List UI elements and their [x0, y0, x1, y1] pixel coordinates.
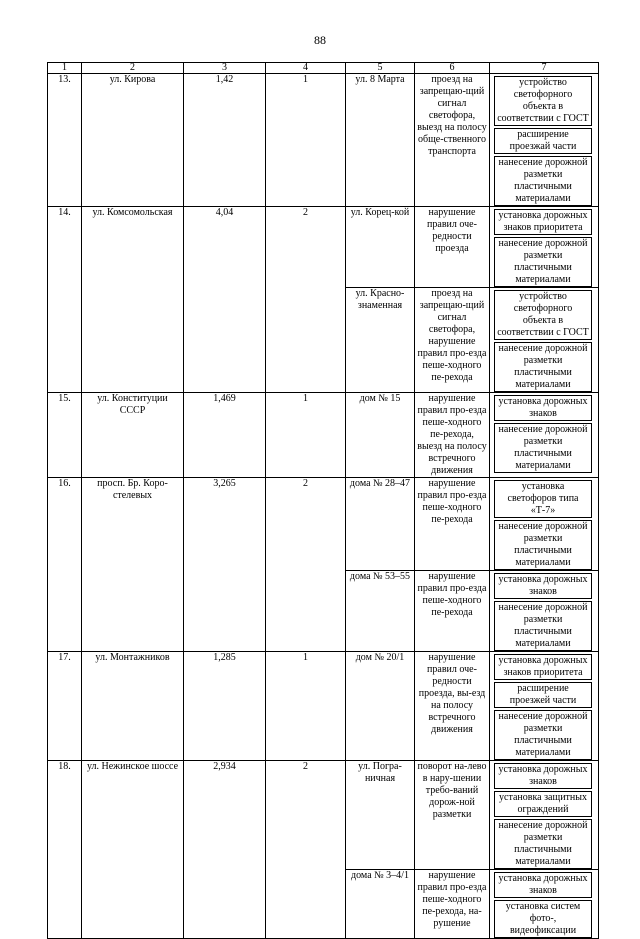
measure-item: нанесение дорожной разметки пластичными материалами [494, 819, 592, 869]
row-number: 14. [48, 207, 82, 393]
measures-cell [490, 393, 599, 478]
table-row [48, 761, 599, 870]
violation-reason: нарушение правил оче-редности проезда [415, 207, 490, 288]
accident-spot-count: 2 [266, 478, 346, 652]
accident-spot-count: 2 [266, 207, 346, 393]
measure-item: установка защитных ограждений [494, 791, 592, 817]
measures-cell [490, 74, 599, 207]
accident-spot-count: 1 [266, 74, 346, 207]
table-row [48, 74, 599, 207]
street-length: 3,265 [184, 478, 266, 652]
page-number: 88 [314, 33, 326, 47]
column-header: 2 [82, 63, 184, 74]
street-name: ул. Монтажников [82, 652, 184, 761]
violation-reason: нарушение правил про-езда пеше-ходного пе-рехода, выезд на полосу встречного движения [415, 393, 490, 478]
street-name: ул. Конституции СССР [82, 393, 184, 478]
header-row [48, 63, 599, 74]
spot-location: дома № 53–55 [346, 571, 415, 652]
violation-reason: проезд на запрещаю-щий сигнал светофора, выезд на полосу обще-ственного транспорта [415, 74, 490, 207]
measure-item: установка дорожных знаков [494, 872, 592, 898]
measure-item: расширение проезжай части [494, 128, 592, 154]
column-header: 6 [415, 63, 490, 74]
spot-location: ул. Красно-знаменная [346, 288, 415, 393]
violation-reason: поворот на-лево в нару-шении требо-ваний дорож-ной разметки [415, 761, 490, 870]
spot-location: дома № 3–4/1 [346, 870, 415, 939]
measure-item: установка систем фото-, видеофиксации [494, 900, 592, 938]
violation-reason: нарушение правил про-езда пеше-ходного пе-рехода [415, 571, 490, 652]
spot-location: ул. Корец-кой [346, 207, 415, 288]
measure-item: нанесение дорожной разметки пластичными материалами [494, 601, 592, 651]
measures-cell [490, 478, 599, 571]
measures-cell [490, 207, 599, 288]
measure-item: устройство светофорного объекта в соответствии с ГОСТ [494, 290, 592, 340]
measure-item: установка дорожных знаков [494, 573, 592, 599]
measure-item: установка дорожных знаков приоритета [494, 654, 592, 680]
street-name: просп. Бр. Коро-стелевых [82, 478, 184, 652]
table-row [48, 393, 599, 478]
street-length: 1,42 [184, 74, 266, 207]
column-header: 7 [490, 63, 599, 74]
accident-spot-count: 1 [266, 652, 346, 761]
measures-cell [490, 571, 599, 652]
violation-reason: проезд на запрещаю-щий сигнал светофора, нарушение правил про-езда пеше-ходного пе-рехода [415, 288, 490, 393]
street-length: 1,285 [184, 652, 266, 761]
measure-item: установка дорожных знаков [494, 395, 592, 421]
column-header: 1 [48, 63, 82, 74]
measure-item: нанесение дорожной разметки пластичными материалами [494, 520, 592, 570]
measure-item: установка светофоров типа «Т-7» [494, 480, 592, 518]
spot-location: ул. 8 Марта [346, 74, 415, 207]
measure-item: установка дорожных знаков приоритета [494, 209, 592, 235]
violation-reason: нарушение правил оче-редности проезда, вы-езд на полосу встречного движения [415, 652, 490, 761]
street-name: ул. Комсомольская [82, 207, 184, 393]
column-header: 3 [184, 63, 266, 74]
measure-item: нанесение дорожной разметки пластичными материалами [494, 237, 592, 287]
road-measures-table [47, 62, 599, 939]
measure-item: нанесение дорожной разметки пластичными материалами [494, 342, 592, 392]
violation-reason: нарушение правил про-езда пеше-ходного пе-рехода, на-рушение [415, 870, 490, 939]
violation-reason: нарушение правил про-езда пеше-ходного пе-рехода [415, 478, 490, 571]
row-number: 16. [48, 478, 82, 652]
table-row [48, 652, 599, 761]
measure-item: нанесение дорожной разметки пластичными материалами [494, 156, 592, 206]
measures-cell [490, 652, 599, 761]
street-length: 2,934 [184, 761, 266, 939]
measures-cell [490, 870, 599, 939]
row-number: 17. [48, 652, 82, 761]
spot-location: дом № 15 [346, 393, 415, 478]
measures-cell [490, 761, 599, 870]
accident-spot-count: 1 [266, 393, 346, 478]
measure-item: устройство светофорного объекта в соответствии с ГОСТ [494, 76, 592, 126]
measure-item: расширение проезжей части [494, 682, 592, 708]
row-number: 15. [48, 393, 82, 478]
street-name: ул. Нежинское шоссе [82, 761, 184, 939]
column-header: 5 [346, 63, 415, 74]
row-number: 13. [48, 74, 82, 207]
row-number: 18. [48, 761, 82, 939]
street-length: 1,469 [184, 393, 266, 478]
measure-item: установка дорожных знаков [494, 763, 592, 789]
table-row [48, 207, 599, 288]
street-name: ул. Кирова [82, 74, 184, 207]
measure-item: нанесение дорожной разметки пластичными материалами [494, 710, 592, 760]
measures-cell [490, 288, 599, 393]
table-row [48, 478, 599, 571]
spot-location: дом № 20/1 [346, 652, 415, 761]
accident-spot-count: 2 [266, 761, 346, 939]
column-header: 4 [266, 63, 346, 74]
street-length: 4,04 [184, 207, 266, 393]
measure-item: нанесение дорожной разметки пластичными материалами [494, 423, 592, 473]
spot-location: ул. Погра-ничная [346, 761, 415, 870]
spot-location: дома № 28–47 [346, 478, 415, 571]
